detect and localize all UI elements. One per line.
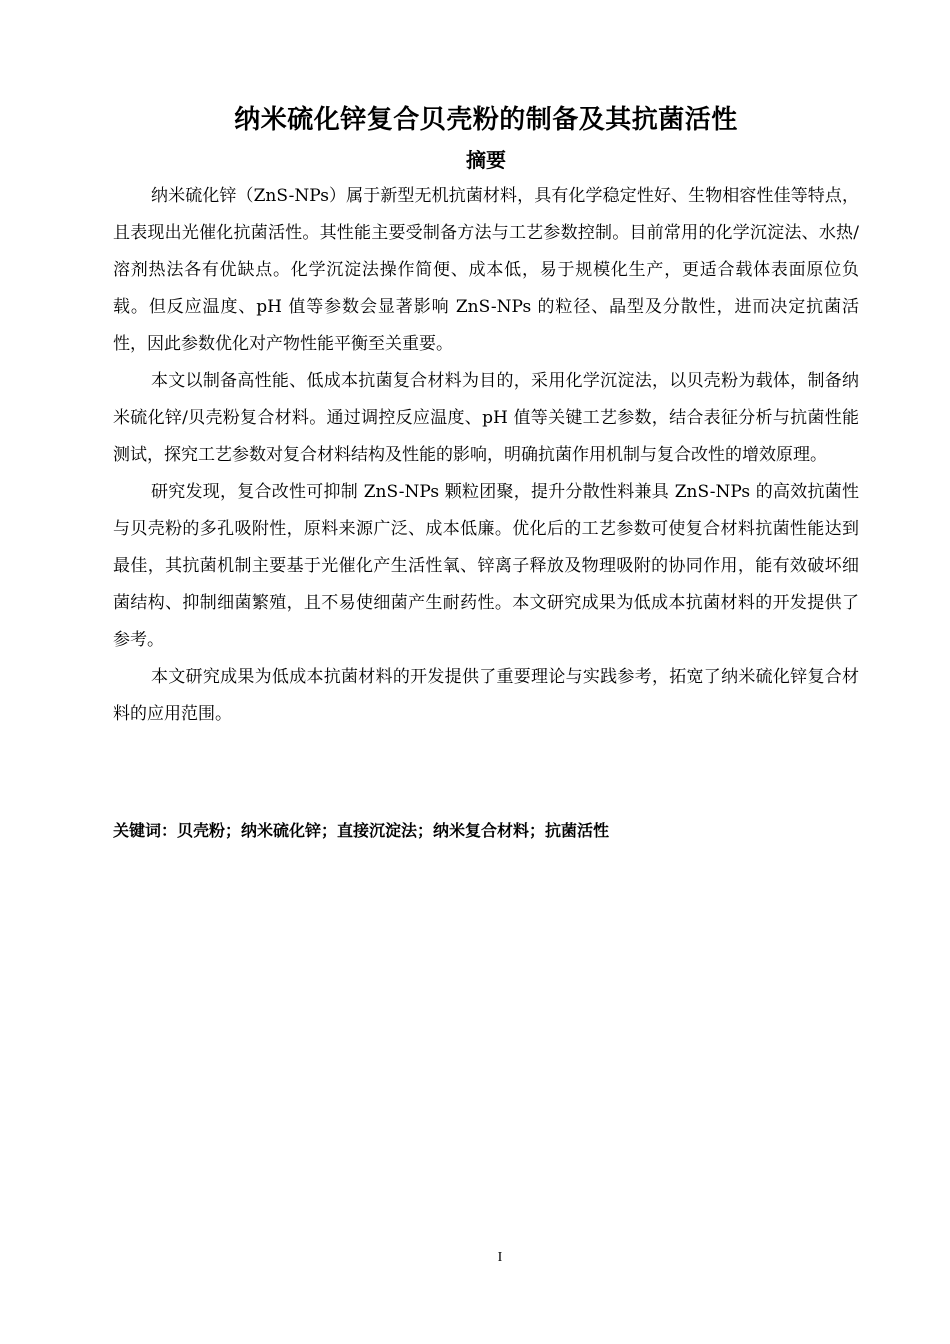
abstract-heading: 摘要	[466, 148, 506, 172]
abstract-body	[113, 178, 859, 733]
keywords-line: 关键词：贝壳粉；纳米硫化锌；直接沉淀法；纳米复合材料；抗菌活性	[113, 821, 610, 840]
abstract-paragraph-1: 纳米硫化锌（ZnS-NPs）属于新型无机抗菌材料，具有化学稳定性好、生物相容性佳等特点，且表现出光催化抗菌活性。其性能主要受制备方法与工艺参数控制。目前常用的化学沉淀法、水热/溶剂热法各有优缺点。化学沉淀法操作简便、成本低，易于规模化生产，更适合载体表面原位负载。但反应温度、pH 值等参数会显著影响 ZnS-NPs 的粒径、晶型及分散性，进而决定抗菌活性，因此参数优化对产物性能平衡至关重要。	[113, 186, 859, 354]
abstract-paragraph-4: 本文研究成果为低成本抗菌材料的开发提供了重要理论与实践参考，拓宽了纳米硫化锌复合材料的应用范围。	[113, 667, 859, 724]
paper-title: 纳米硫化锌复合贝壳粉的制备及其抗菌活性	[234, 105, 738, 135]
page-number: I	[497, 1250, 503, 1265]
abstract-paragraph-2: 本文以制备高性能、低成本抗菌复合材料为目的，采用化学沉淀法，以贝壳粉为载体，制备纳米硫化锌/贝壳粉复合材料。通过调控反应温度、pH 值等关键工艺参数，结合表征分析与抗菌性能测试，探究工艺参数对复合材料结构及性能的影响，明确抗菌作用机制与复合改性的增效原理。	[113, 371, 859, 465]
abstract-paragraph-3: 研究发现，复合改性可抑制 ZnS-NPs 颗粒团聚，提升分散性料兼具 ZnS-NPs 的高效抗菌性与贝壳粉的多孔吸附性，原料来源广泛、成本低廉。优化后的工艺参数可使复合材料抗菌性能达到最佳，其抗菌机制主要基于光催化产生活性氧、锌离子释放及物理吸附的协同作用，能有效破坏细菌结构、抑制细菌繁殖，且不易使细菌产生耐药性。本文研究成果为低成本抗菌材料的开发提供了参考。	[113, 482, 859, 650]
